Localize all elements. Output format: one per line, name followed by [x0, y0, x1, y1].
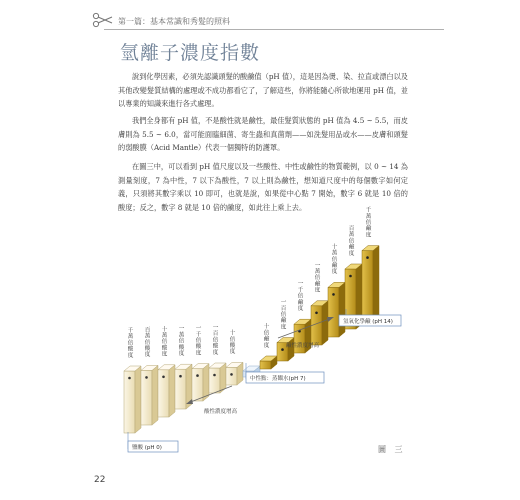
- ph-bar-label: 百萬倍鹼度: [348, 226, 355, 257]
- chapter-header: [104, 14, 444, 28]
- ph-bar: [209, 363, 226, 393]
- ph-bar-label: 十萬倍酸度: [161, 326, 168, 358]
- ph-bar: [260, 356, 277, 369]
- chapter-title: 第一篇：基本常識和秀髮的照料: [118, 17, 230, 26]
- ph-scale-figure: [110, 205, 420, 455]
- paragraph-3: 在圖三中，可以看到 pH 值尺度以及一些酸性、中性或鹼性的物質範例，以 0 ~ 14 為測量刻度，7 為中性，7 以下為酸性，7 以上則為鹼性，想知道尺度中的每個數字如何定義，只須將其數字乘以 10 即可，也就是說，如果從中心點 7 開始，數字 6 就是 10 倍的酸度；反之，數字 8 就是 10 倍的鹼度，如此往上乘上去。: [118, 162, 408, 212]
- callout-acid-text: 鹽酸 (pH 0): [132, 445, 162, 451]
- paragraph-1: 說到化學因素，必須先認識頭髮的酸鹼值（pH 值），這是因為燙、染、拉直或漂白以及其他改變髮質結構的處理或不成功都看它了，了解這些，你將能隨心所欲地運用 pH 值，並以專業的知識來進行各式處理。: [118, 72, 408, 109]
- ph-bar: [158, 365, 175, 417]
- figure-caption: 圖 三: [378, 445, 406, 454]
- ph-bar: [226, 362, 243, 385]
- ph-bar: [277, 338, 294, 361]
- header-rule: [104, 29, 444, 30]
- ph-bar: [192, 364, 209, 401]
- ph-bar-label: 千萬倍酸度: [127, 328, 134, 359]
- ph-bar-label: 百萬倍酸度: [144, 327, 151, 359]
- ph-bar-label: 十倍鹼度: [263, 324, 270, 349]
- paragraph-2: 我們全身都有 pH 值，不是酸性就是鹼性，最佳髮質狀態的 pH 值為 4.5 ~ 5.5，而皮膚則為 5.5 ~ 6.0，當可能面臨細菌、寄生蟲和真菌劑——如洗髮用品或水——皮膚和頭髮的弱酸膜（Acid Mantle）代表一個獨特的防護罩。: [118, 116, 408, 153]
- ph-bar-label: 一千倍鹼度: [297, 281, 304, 312]
- ph-bar-label: 一千倍酸度: [195, 325, 202, 357]
- ph-bar-label: 一百倍鹼度: [280, 299, 287, 331]
- ph-bar: [141, 365, 158, 425]
- section-title: 氫離子濃度指數: [120, 42, 261, 64]
- ph-bar-label: 一百倍酸度: [212, 325, 219, 356]
- ph-bar-label: 十萬倍鹼度: [331, 244, 338, 276]
- scissors-icon: [92, 12, 114, 28]
- callout-neutral-text: 中性點：蒸餾水(pH 7): [250, 376, 306, 382]
- ph-bar: [362, 246, 379, 321]
- page-number: 22: [94, 475, 106, 485]
- callout-acid: [128, 432, 178, 452]
- ph-bar-label: 千萬倍鹼度: [365, 207, 372, 239]
- ph-bar-label: 一萬倍鹼度: [314, 262, 321, 294]
- acid-arrow-label: 酸性濃度增高: [204, 409, 238, 415]
- ph-bar: [124, 366, 141, 433]
- ph-bar-label: 十倍酸度: [229, 330, 236, 356]
- alkali-arrow-label: 鹼性濃度增高: [286, 343, 320, 349]
- callout-alkali-text: 氫氧化學鹼 (pH 14): [343, 319, 393, 325]
- ph-bar-label: 一萬倍酸度: [178, 326, 185, 357]
- ph-bar: [328, 282, 345, 337]
